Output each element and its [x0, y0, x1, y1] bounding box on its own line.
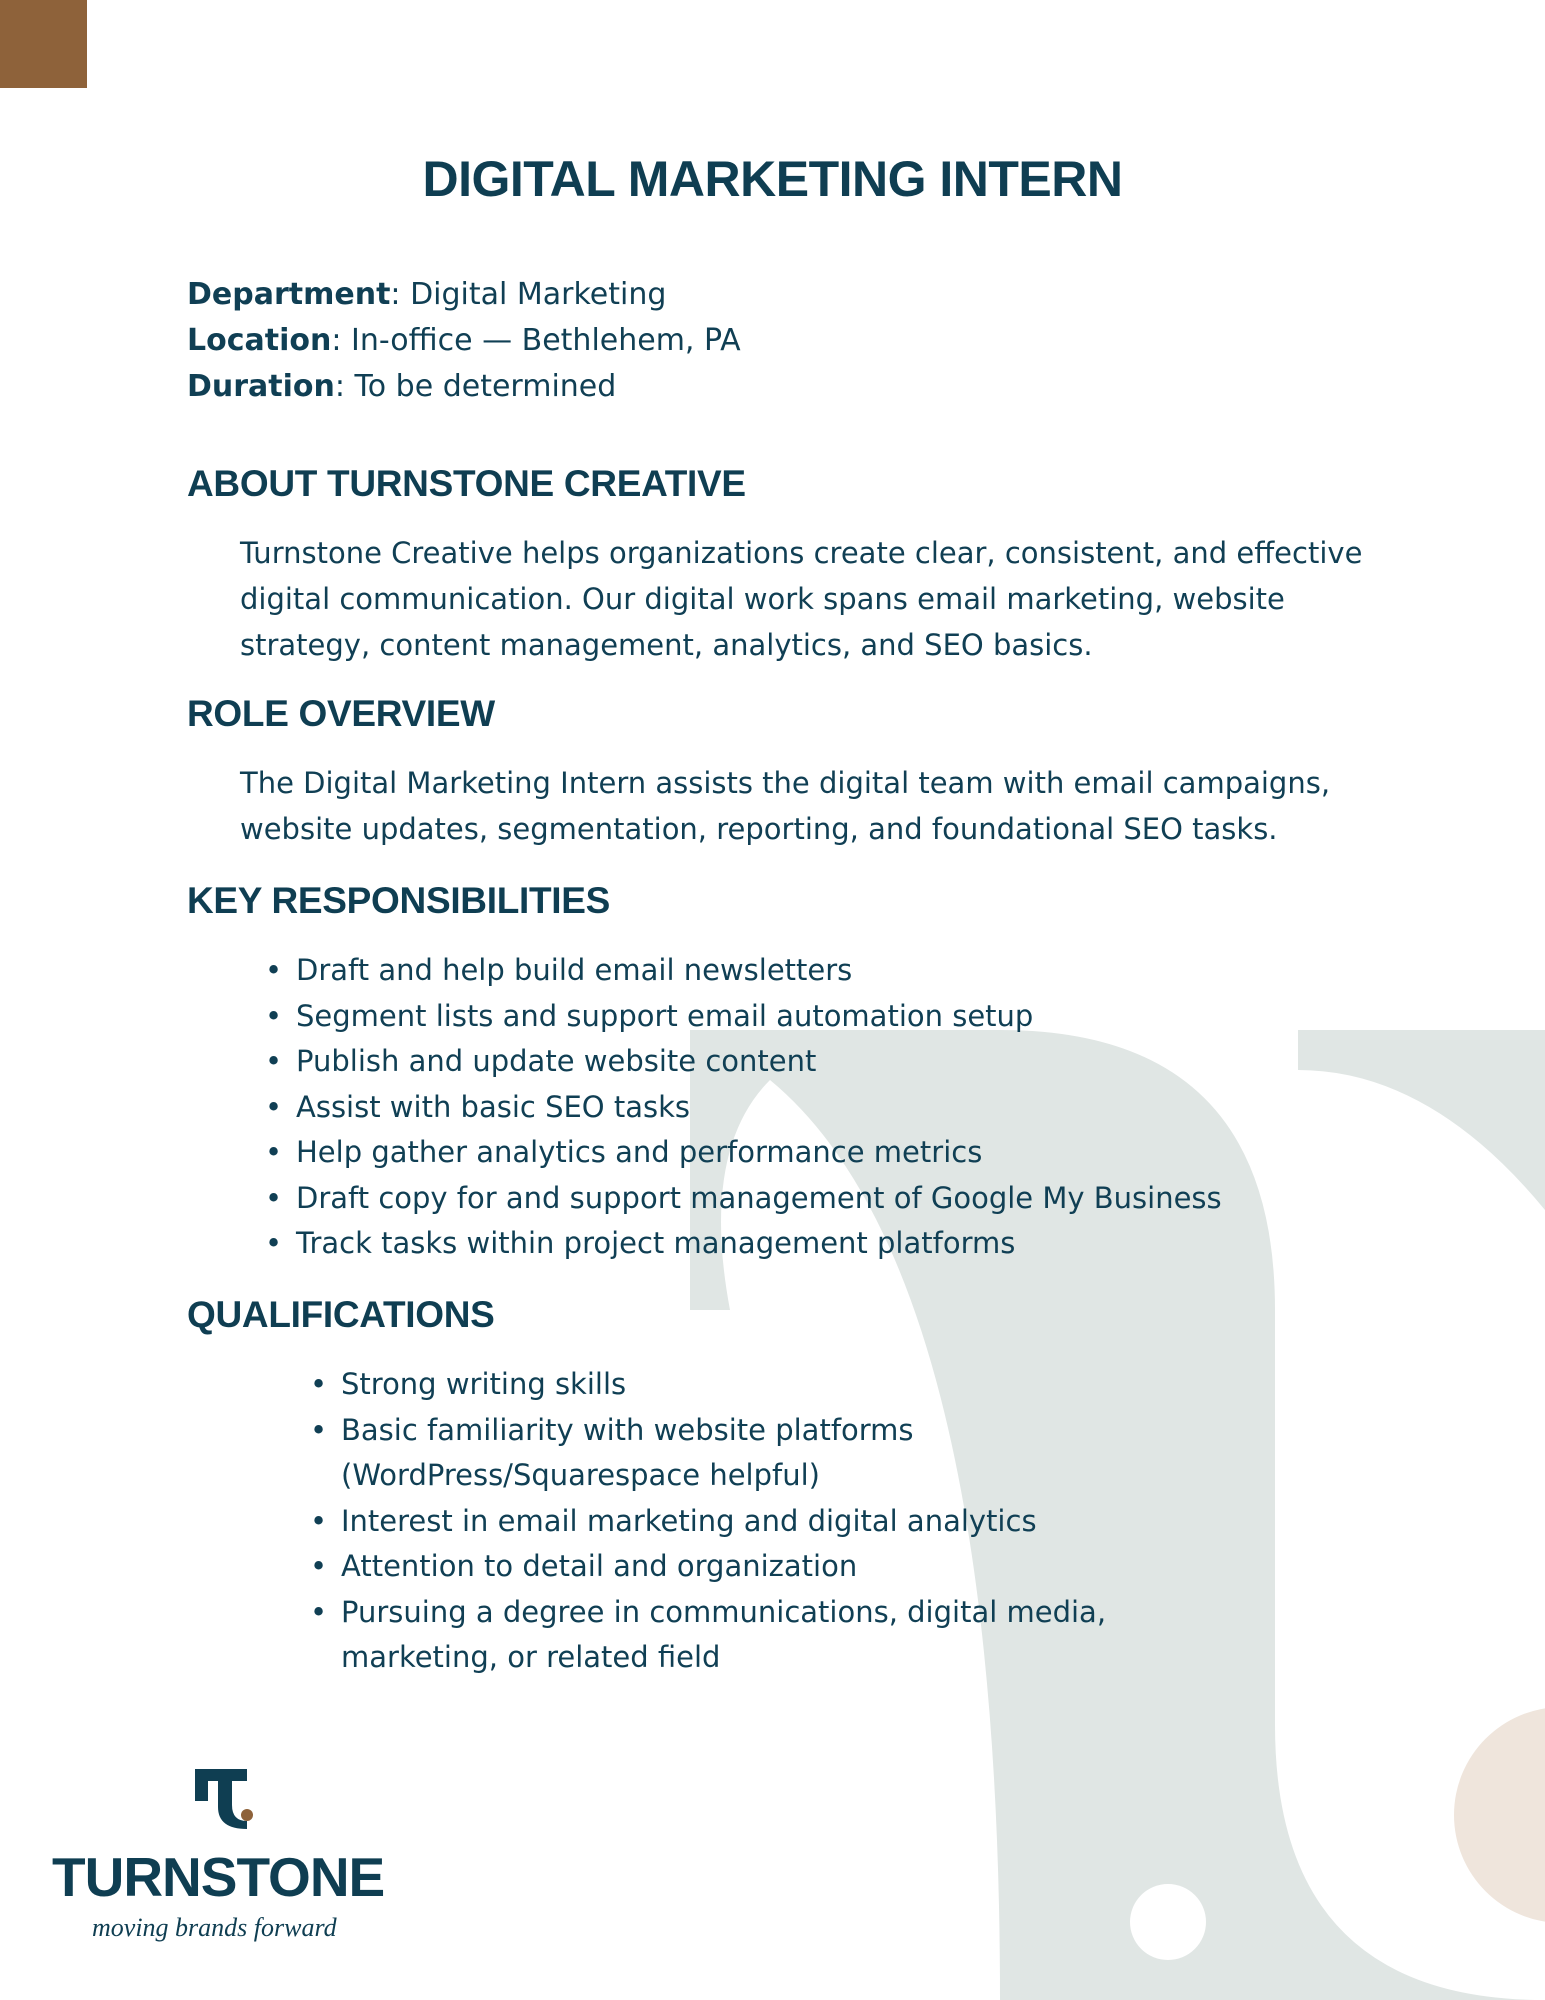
list-item [310, 1544, 1106, 1590]
watermark-white-dot [1130, 1884, 1206, 1960]
list-item [265, 1130, 1222, 1176]
logo-wordmark: TURNSTONE [52, 1846, 385, 1908]
watermark-right-band [1298, 1030, 1545, 1210]
overview-heading: ROLE OVERVIEW [187, 693, 495, 734]
detail-department [187, 272, 741, 318]
detail-value: : Digital Marketing [390, 277, 667, 312]
overview-paragraph [240, 760, 1420, 852]
list-item-text: Help gather analytics and performance metrics [296, 1135, 983, 1169]
detail-label: Duration [187, 369, 335, 404]
paragraph-line: strategy, content management, analytics, and SEO basics. [240, 628, 1093, 662]
paragraph-line: website updates, segmentation, reporting, and foundational SEO tasks. [240, 812, 1278, 846]
list-item-text: marketing, or related field [341, 1640, 721, 1674]
bullet-icon: • [310, 1503, 328, 1538]
list-item [265, 1039, 1222, 1085]
list-item-text: Assist with basic SEO tasks [296, 1089, 690, 1124]
list-item-text: Draft copy for and support management of Google My Business [296, 1180, 1222, 1215]
list-item [265, 994, 1222, 1040]
detail-value: : To be determined [334, 369, 617, 404]
bullet-icon: • [265, 1089, 283, 1124]
qualifications-list [310, 1362, 1107, 1681]
bullet-icon: • [265, 1044, 283, 1078]
bullet-icon: • [265, 953, 283, 987]
bullet-icon: • [310, 1594, 328, 1629]
list-item-text: Segment lists and support email automation setup [296, 998, 1034, 1033]
responsibilities-heading: KEY RESPONSIBILITIES [187, 880, 611, 921]
detail-label: Location [187, 323, 332, 358]
logo-tagline: moving brands forward [92, 1913, 337, 1942]
list-item [265, 1176, 1222, 1222]
list-item-text: Publish and update website content [296, 1044, 817, 1078]
qualifications-heading: QUALIFICATIONS [187, 1294, 495, 1335]
detail-location [187, 318, 741, 364]
detail-label: Department [187, 277, 391, 312]
list-item-text: Draft and help build email newsletters [296, 953, 853, 987]
list-item [265, 948, 1222, 994]
about-heading: ABOUT TURNSTONE CREATIVE [187, 463, 746, 504]
list-item-text: Interest in email marketing and digital analytics [341, 1503, 1037, 1538]
bullet-icon: • [310, 1549, 328, 1583]
detail-value: : In-office — Bethlehem, PA [331, 323, 741, 358]
bullet-icon: • [310, 1367, 328, 1401]
list-item [265, 1221, 1222, 1267]
bullet-icon: • [265, 998, 283, 1033]
job-details [187, 272, 741, 410]
page-title: DIGITAL MARKETING INTERN [422, 151, 1123, 207]
list-item [310, 1408, 1106, 1499]
paragraph-line: digital communication. Our digital work spans email marketing, website [240, 582, 1285, 616]
list-item [310, 1499, 1106, 1545]
about-paragraph [240, 530, 1420, 668]
list-item-text: Attention to detail and organization [341, 1549, 858, 1583]
responsibilities-list [265, 948, 1222, 1267]
detail-duration [187, 364, 741, 410]
bullet-icon: • [265, 1135, 283, 1169]
list-item-text: Pursuing a degree in communications, digital media, [341, 1594, 1107, 1629]
list-item-text: (WordPress/Squarespace helpful) [341, 1458, 820, 1492]
paragraph-line: Turnstone Creative helps organizations create clear, consistent, and effective [240, 536, 1363, 570]
list-item-text: Strong writing skills [341, 1367, 627, 1401]
watermark-peach-circle [1454, 1707, 1545, 1923]
list-item-text: Track tasks within project management platforms [296, 1226, 1016, 1260]
turnstone-t-icon [50, 1763, 400, 1843]
list-item-text: Basic familiarity with website platforms [341, 1412, 914, 1447]
list-item [310, 1590, 1107, 1681]
list-item [265, 1085, 1222, 1131]
bullet-icon: • [265, 1180, 283, 1215]
bullet-icon: • [265, 1226, 283, 1260]
paragraph-line: The Digital Marketing Intern assists the digital team with email campaigns, [240, 766, 1331, 800]
bullet-icon: • [310, 1412, 328, 1447]
list-item [310, 1362, 1106, 1408]
